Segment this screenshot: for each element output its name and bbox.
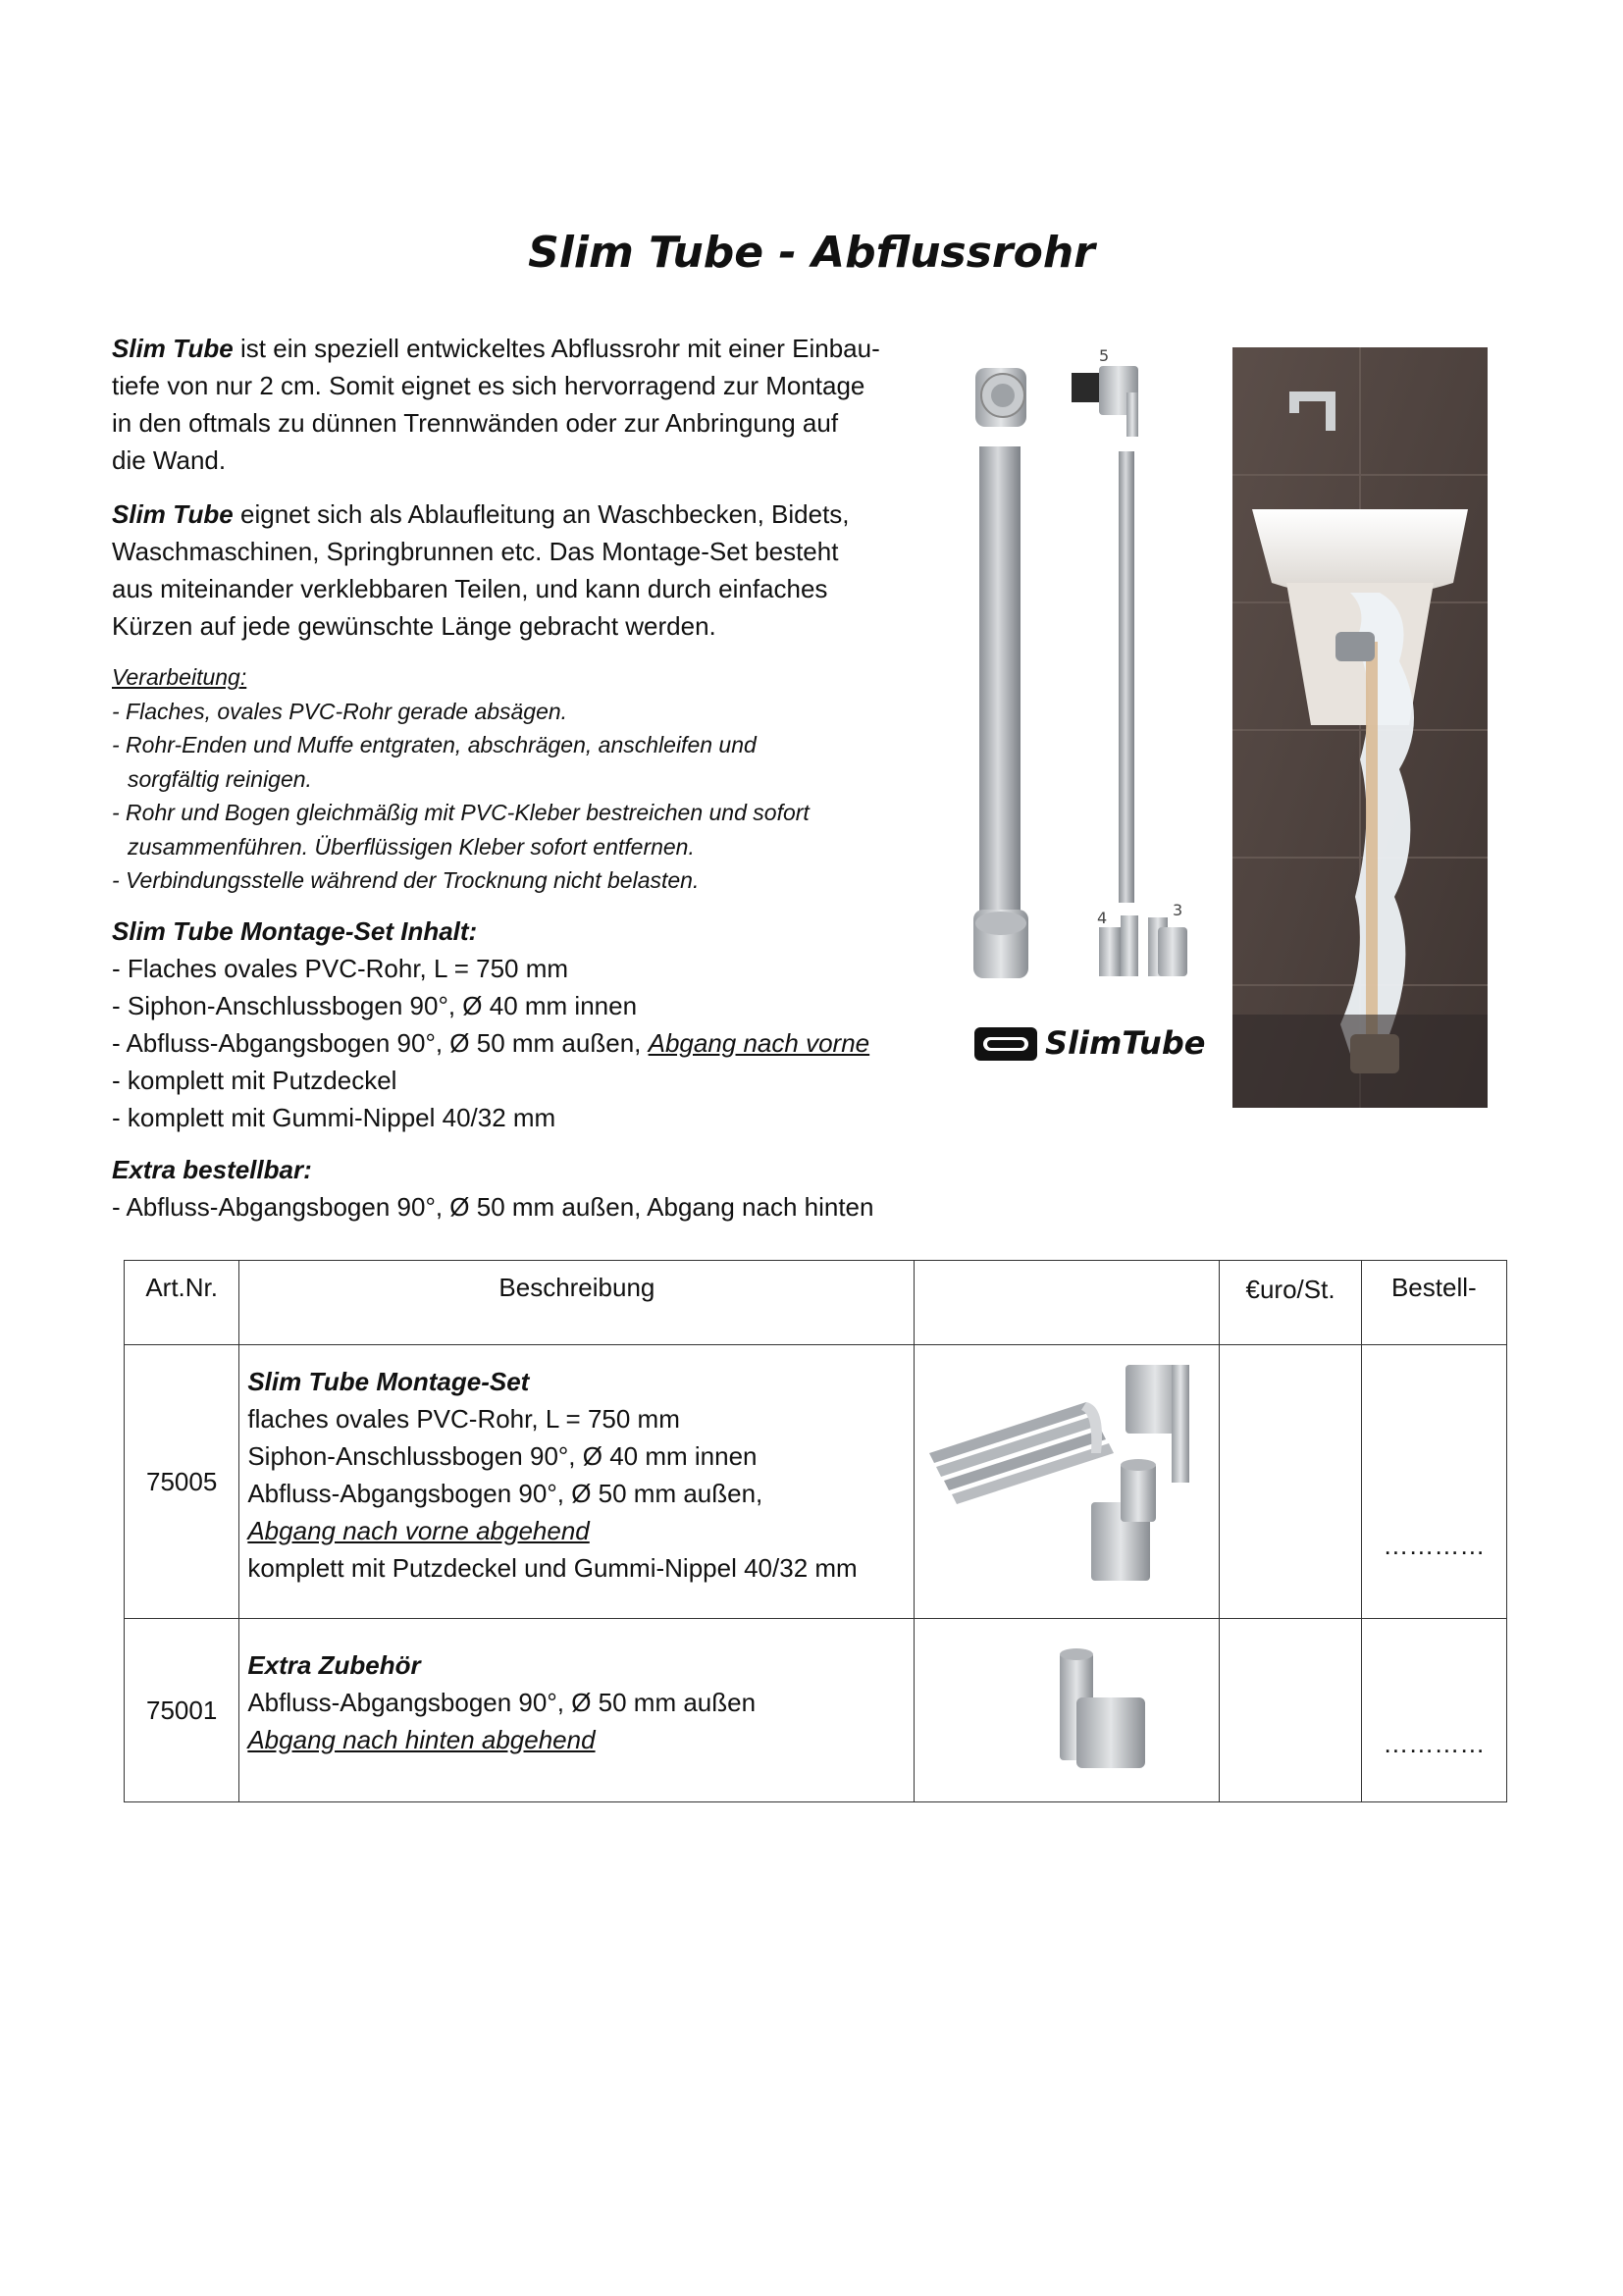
row-description — [239, 1345, 915, 1619]
set-section — [112, 913, 946, 1136]
text-line: Waschmaschinen, Springbrunnen etc. Das Montage-Set besteht — [112, 537, 839, 566]
price-table — [124, 1260, 1507, 1802]
brand-name: Slim Tube — [112, 499, 234, 529]
extra-section — [112, 1151, 995, 1226]
row-image-cell — [915, 1345, 1220, 1619]
set-item: - Siphon-Anschlussbogen 90°, Ø 40 mm innen — [112, 991, 638, 1020]
text-line: die Wand. — [112, 445, 227, 475]
text-line: ist ein speziell entwickeltes Abflussrohr mit einer Einbau- — [233, 334, 880, 363]
part-label: 4 — [1097, 909, 1108, 927]
product-parts-figure — [962, 339, 1217, 1094]
processing-line: - Rohr-Enden und Muffe entgraten, abschrägen, anschleifen und — [112, 732, 757, 757]
installation-photo — [1232, 347, 1488, 1108]
drain-elbow — [1091, 1459, 1156, 1581]
extra-line: - Abfluss-Abgangsbogen 90°, Ø 50 mm außen, Abgang nach hinten — [112, 1192, 874, 1222]
row-underlined: Abgang nach vorne abgehend — [247, 1516, 590, 1545]
slimtube-logo — [973, 1024, 1209, 1064]
set-parts-image — [915, 1345, 1219, 1608]
row-art-nr: 75005 — [125, 1345, 239, 1619]
header-image — [915, 1261, 1220, 1345]
row-underlined: Abgang nach hinten abgehend — [247, 1725, 596, 1754]
installed-pipe — [1366, 642, 1378, 1034]
intro-paragraph-2 — [112, 496, 946, 645]
set-item: - komplett mit Gummi-Nippel 40/32 mm — [112, 1103, 556, 1132]
intro-paragraph-1 — [112, 330, 946, 479]
processing-line: sorgfältig reinigen. — [128, 765, 312, 792]
text-line: Kürzen auf jede gewünschte Länge gebracht werden. — [112, 611, 716, 641]
processing-heading: Verarbeitung: — [112, 664, 247, 690]
page-title: Slim Tube - Abflussrohr — [528, 228, 1095, 278]
set-item: - komplett mit Putzdeckel — [112, 1066, 397, 1095]
row-line: Abfluss-Abgangsbogen 90°, Ø 50 mm außen — [247, 1688, 757, 1717]
table-row — [125, 1345, 1507, 1619]
row-order[interactable]: ………… — [1361, 1345, 1506, 1619]
row-line: Abfluss-Abgangsbogen 90°, Ø 50 mm außen, — [247, 1479, 763, 1508]
row-title: Extra Zubehör — [247, 1650, 421, 1680]
flat-oval-pipe — [979, 446, 1021, 913]
table-header-row — [125, 1261, 1507, 1345]
text-line: tiefe von nur 2 cm. Somit eignet es sich hervorragend zur Montage — [112, 371, 865, 400]
nipple-part — [1072, 366, 1138, 437]
brand-name: Slim Tube — [112, 334, 234, 363]
row-line: flaches ovales PVC-Rohr, L = 750 mm — [247, 1404, 680, 1434]
processing-line: - Rohr und Bogen gleichmäßig mit PVC-Kleber bestreichen und sofort — [112, 800, 810, 825]
processing-line: - Flaches, ovales PVC-Rohr gerade absägen. — [112, 698, 568, 724]
elbow-part-3 — [1148, 917, 1187, 976]
processing-line: - Verbindungsstelle während der Trocknung nicht belasten. — [112, 867, 700, 893]
table-row — [125, 1619, 1507, 1802]
rear-elbow-image — [915, 1619, 1219, 1792]
logo-text: SlimTube — [1045, 1024, 1206, 1062]
row-price — [1220, 1345, 1361, 1619]
text-line: aus miteinander verklebbaren Teilen, und kann durch einfaches — [112, 574, 828, 603]
rear-drain-elbow — [1060, 1648, 1145, 1768]
elbow-bottom-fitting — [973, 910, 1028, 978]
row-line: Siphon-Anschlussbogen 90°, Ø 40 mm innen — [247, 1441, 758, 1471]
siphon-connector — [1335, 632, 1375, 661]
header-description: Beschreibung — [239, 1261, 915, 1345]
processing-line: zusammenführen. Überflüssigen Kleber sofort entfernen. — [128, 833, 695, 860]
extra-heading: Extra bestellbar: — [112, 1155, 312, 1184]
logo-oval-icon — [973, 1026, 1038, 1062]
pipe-bundle — [929, 1402, 1114, 1504]
set-item: - Flaches ovales PVC-Rohr, L = 750 mm — [112, 954, 569, 983]
row-image-cell — [915, 1619, 1220, 1802]
row-title: Slim Tube Montage-Set — [247, 1367, 530, 1396]
processing-section — [112, 660, 946, 898]
row-art-nr: 75001 — [125, 1619, 239, 1802]
part-label: 3 — [1173, 901, 1183, 919]
set-item-underlined: Abgang nach vorne — [648, 1028, 870, 1058]
header-art-nr: Art.Nr. — [125, 1261, 239, 1345]
row-order[interactable]: ………… — [1361, 1619, 1506, 1802]
row-description — [239, 1619, 915, 1802]
thin-pipe — [1119, 451, 1134, 903]
header-price: €uro/St. — [1220, 1261, 1361, 1345]
header-order: Bestell- — [1361, 1261, 1506, 1345]
row-price — [1220, 1619, 1361, 1802]
text-line: in den oftmals zu dünnen Trennwänden oder zur Anbringung auf — [112, 408, 839, 438]
elbow-top-fitting — [975, 368, 1026, 427]
part-label: 5 — [1099, 346, 1110, 365]
row-line: komplett mit Putzdeckel und Gummi-Nippel 40/32 mm — [247, 1553, 858, 1583]
text-line: eignet sich als Ablaufleitung an Waschbecken, Bidets, — [233, 499, 850, 529]
set-heading: Slim Tube Montage-Set Inhalt: — [112, 916, 478, 946]
set-item: - Abfluss-Abgangsbogen 90°, Ø 50 mm außen, — [112, 1028, 649, 1058]
